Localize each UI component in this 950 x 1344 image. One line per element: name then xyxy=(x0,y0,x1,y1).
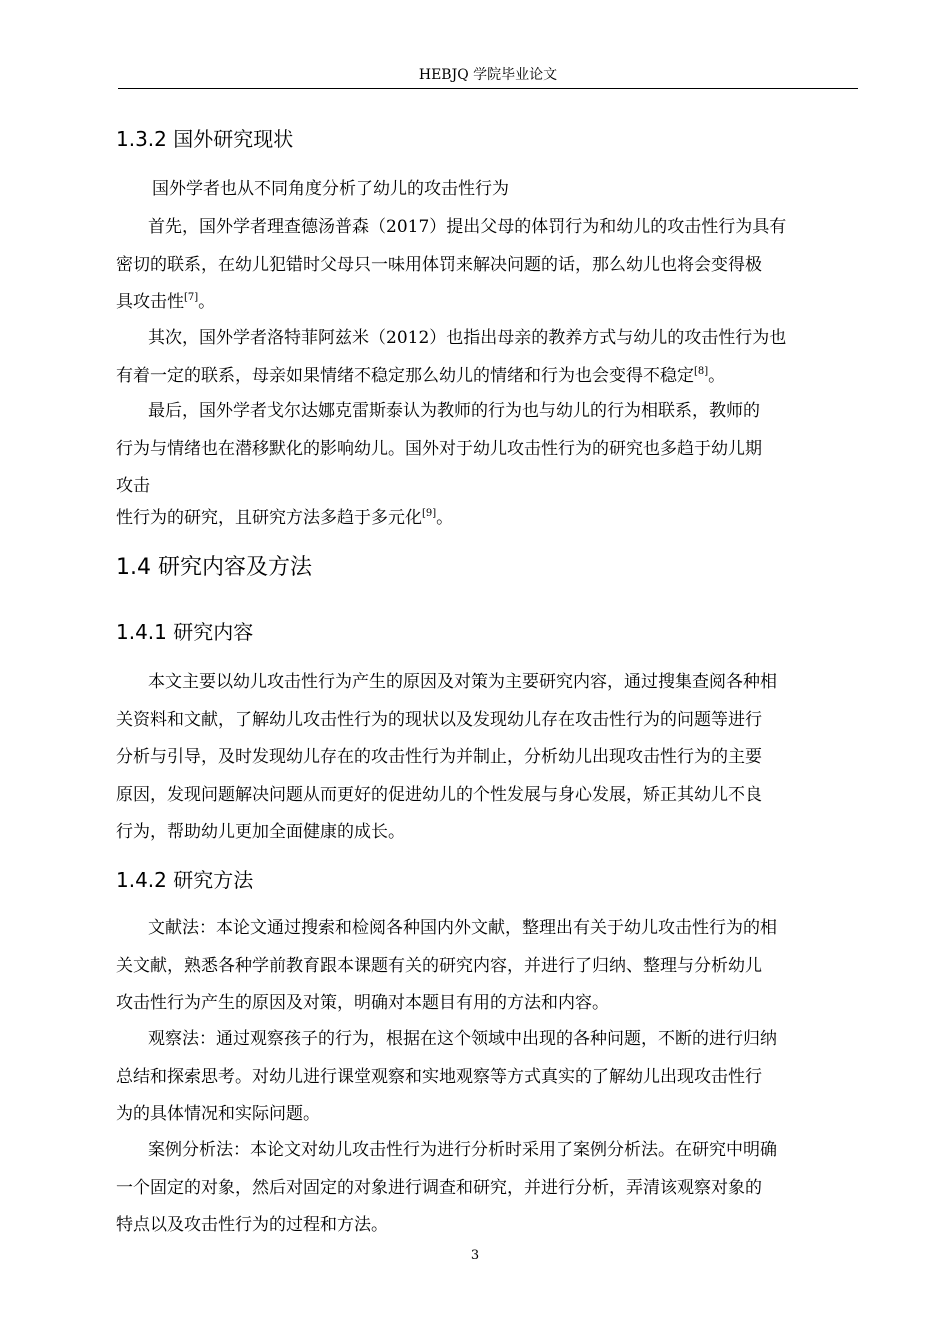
text-line: 案例分析法：本论文对幼儿攻击性行为进行分析时采用了案例分析法。在研究中明确 xyxy=(148,1140,777,1160)
text-line: 其次，国外学者洛特菲阿兹米（2012）也指出母亲的教养方式与幼儿的攻击性行为也 xyxy=(148,328,787,348)
text-span: 。 xyxy=(708,365,726,386)
paragraph-method-literature xyxy=(116,910,858,1023)
citation-ref: [9] xyxy=(422,508,437,520)
paragraph-research-content xyxy=(116,664,858,852)
text-span: 性行为的研究，且研究方法多趋于多元化 xyxy=(116,508,422,529)
text-line: 特点以及攻击性行为的过程和方法。 xyxy=(116,1215,388,1236)
text-line: 关文献，熟悉各种学前教育跟本课题有关的研究内容，并进行了归纳、整理与分析幼儿 xyxy=(116,955,762,976)
text-line xyxy=(116,500,858,538)
heading-1-3-2: 1.3.2 国外研究现状 xyxy=(116,127,294,151)
page-number: 3 xyxy=(470,1248,480,1263)
text-line: 总结和探索思考。对幼儿进行课堂观察和实地观察等方式真实的了解幼儿出现攻击性行 xyxy=(116,1066,762,1087)
text-span: 。 xyxy=(436,508,454,529)
text-line: 观察法：通过观察孩子的行为，根据在这个领域中出现的各种问题，不断的进行归纳 xyxy=(148,1029,777,1049)
text-line: 国外学者也从不同角度分析了幼儿的攻击性行为 xyxy=(152,179,509,199)
paragraph-foreign-3 xyxy=(116,393,858,538)
text-line: 一个固定的对象，然后对固定的对象进行调查和研究，并进行分析，弄清该观察对象的 xyxy=(116,1177,762,1198)
page-header: HEBJQ 学院毕业论文 xyxy=(118,64,858,89)
text-line xyxy=(116,358,858,396)
text-line xyxy=(116,284,858,322)
text-line: 攻击 xyxy=(116,476,150,497)
text-line: 关资料和文献，了解幼儿攻击性行为的现状以及发现幼儿存在攻击性行为的问题等进行 xyxy=(116,709,762,730)
text-line: 原因，发现问题解决问题从而更好的促进幼儿的个性发展与身心发展，矫正其幼儿不良 xyxy=(116,784,762,805)
citation-ref: [7] xyxy=(184,292,199,304)
text-span: 有着一定的联系，母亲如果情绪不稳定那么幼儿的情绪和行为也会变得不稳定 xyxy=(116,365,694,386)
paragraph-foreign-2 xyxy=(116,320,858,395)
text-line: 分析与引导，及时发现幼儿存在的攻击性行为并制止，分析幼儿出现攻击性行为的主要 xyxy=(116,747,762,768)
text-line: 首先，国外学者理查德汤普森（2017）提出父母的体罚行为和幼儿的攻击性行为具有 xyxy=(148,217,787,237)
paragraph-foreign-intro xyxy=(116,171,858,209)
text-line: 最后，国外学者戈尔达娜克雷斯泰认为教师的行为也与幼儿的行为相联系，教师的 xyxy=(148,401,760,421)
text-line: 本文主要以幼儿攻击性行为产生的原因及对策为主要研究内容，通过搜集查阅各种相 xyxy=(148,672,777,692)
text-line: 攻击性行为产生的原因及对策，明确对本题目有用的方法和内容。 xyxy=(116,993,609,1014)
text-line: 行为与情绪也在潜移默化的影响幼儿。国外对于幼儿攻击性行为的研究也多趋于幼儿期 xyxy=(116,438,762,459)
text-line: 为的具体情况和实际问题。 xyxy=(116,1104,320,1125)
text-line: 行为，帮助幼儿更加全面健康的成长。 xyxy=(116,822,405,843)
text-line: 文献法：本论文通过搜索和检阅各种国内外文献，整理出有关于幼儿攻击性行为的相 xyxy=(148,918,777,938)
paragraph-foreign-1 xyxy=(116,209,858,322)
citation-ref: [8] xyxy=(694,365,709,377)
paragraph-method-case xyxy=(116,1132,858,1245)
text-span: 具攻击性 xyxy=(116,292,184,313)
text-span: 。 xyxy=(198,292,216,313)
heading-1-4: 1.4 研究内容及方法 xyxy=(116,555,312,580)
paragraph-method-observation xyxy=(116,1021,858,1134)
text-line: 密切的联系，在幼儿犯错时父母只一味用体罚来解决问题的话，那么幼儿也将会变得极 xyxy=(116,254,762,275)
heading-1-4-1: 1.4.1 研究内容 xyxy=(116,620,254,644)
heading-1-4-2: 1.4.2 研究方法 xyxy=(116,868,254,892)
